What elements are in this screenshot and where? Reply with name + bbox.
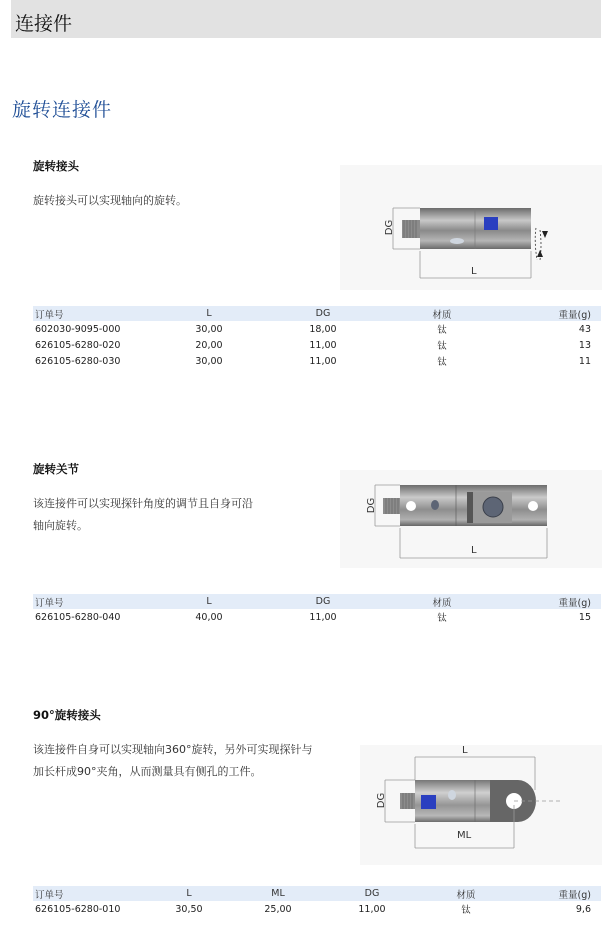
cell-ml: 25,00 xyxy=(264,903,292,915)
product-title-rotary-joint: 旋转接头 xyxy=(33,159,79,173)
dim-label-l: L xyxy=(471,266,477,277)
cell-weight: 13 xyxy=(578,339,591,351)
spec-table-90-rotary-joint xyxy=(33,886,601,917)
table-row xyxy=(33,609,601,625)
description-line: 旋转接头可以实现轴向的旋转。 xyxy=(33,194,187,207)
table-header-row xyxy=(33,306,601,321)
spec-table-swivel-joint xyxy=(33,594,601,625)
product-description xyxy=(33,190,187,212)
cell-material: 钛 xyxy=(437,613,447,624)
section-title: 旋转连接件 xyxy=(12,99,113,121)
product-description xyxy=(33,493,253,537)
col-header: 材质 xyxy=(385,594,499,609)
col-header: 订单号 xyxy=(33,594,157,609)
table-header-row xyxy=(33,594,601,609)
cell-l: 40,00 xyxy=(195,611,223,623)
description-line: 该连接件可以实现探针角度的调节且自身可沿 xyxy=(33,497,253,510)
header-bar xyxy=(11,0,601,38)
col-header: DG xyxy=(261,594,385,609)
cell-order-no: 626105-6280-040 xyxy=(35,611,121,623)
col-header: 材质 xyxy=(419,886,513,901)
cell-l: 30,50 xyxy=(175,903,203,915)
cell-order-no: 626105-6280-020 xyxy=(35,339,121,351)
spec-table-rotary-joint xyxy=(33,306,601,369)
cell-weight: 9,6 xyxy=(575,903,591,915)
cell-material: 钛 xyxy=(437,341,447,352)
cell-order-no: 626105-6280-030 xyxy=(35,355,121,367)
cell-weight: 15 xyxy=(578,611,591,623)
dim-label-dg: DG xyxy=(384,219,396,236)
col-header: DG xyxy=(261,306,385,321)
col-header: 材质 xyxy=(385,306,499,321)
product-figure-swivel-joint xyxy=(340,470,602,568)
col-header: L xyxy=(157,306,261,321)
page-title: 连接件 xyxy=(15,13,73,35)
dim-label-l: L xyxy=(471,545,477,556)
description-line: 该连接件自身可以实现轴向360°旋转，另外可实现探针与 xyxy=(33,743,313,756)
table-row xyxy=(33,353,601,369)
col-header: 订单号 xyxy=(33,886,147,901)
cell-dg: 11,00 xyxy=(358,903,386,915)
product-title-90-rotary-joint: 90°旋转接头 xyxy=(33,708,101,722)
product-figure-rotary-joint xyxy=(340,165,602,290)
dim-label-ml: ML xyxy=(457,830,472,841)
cell-l: 30,00 xyxy=(195,355,223,367)
col-header: 重量(g) xyxy=(499,306,601,321)
cell-order-no: 626105-6280-010 xyxy=(35,903,121,915)
cell-dg: 18,00 xyxy=(309,323,337,335)
cell-dg: 11,00 xyxy=(309,355,337,367)
cell-dg: 11,00 xyxy=(309,339,337,351)
col-header: L xyxy=(157,594,261,609)
col-header: L xyxy=(147,886,231,901)
dim-label-l: L xyxy=(462,745,468,756)
dim-label-dg: DG xyxy=(366,497,378,514)
product-figure-90-rotary-joint xyxy=(360,745,602,865)
cell-l: 30,00 xyxy=(195,323,223,335)
product-description xyxy=(33,739,313,783)
table-row xyxy=(33,901,601,917)
col-header: 重量(g) xyxy=(513,886,601,901)
cell-material: 钛 xyxy=(437,357,447,368)
product-title-swivel-joint: 旋转关节 xyxy=(33,462,79,476)
cell-weight: 43 xyxy=(578,323,591,335)
cell-dg: 11,00 xyxy=(309,611,337,623)
cell-material: 钛 xyxy=(461,905,471,916)
table-row xyxy=(33,337,601,353)
cell-order-no: 602030-9095-000 xyxy=(35,323,121,335)
col-header: 订单号 xyxy=(33,306,157,321)
90-rotary-joint-drawing xyxy=(360,745,602,865)
dim-label-dg: DG xyxy=(376,792,388,809)
description-line: 加长杆成90°夹角，从而测量具有侧孔的工件。 xyxy=(33,765,262,778)
cell-weight: 11 xyxy=(578,355,591,367)
cell-material: 钛 xyxy=(437,325,447,336)
table-header-row xyxy=(33,886,601,901)
table-row xyxy=(33,321,601,337)
cell-l: 20,00 xyxy=(195,339,223,351)
col-header: ML xyxy=(231,886,325,901)
col-header: 重量(g) xyxy=(499,594,601,609)
col-header: DG xyxy=(325,886,419,901)
description-line: 轴向旋转。 xyxy=(33,519,88,532)
